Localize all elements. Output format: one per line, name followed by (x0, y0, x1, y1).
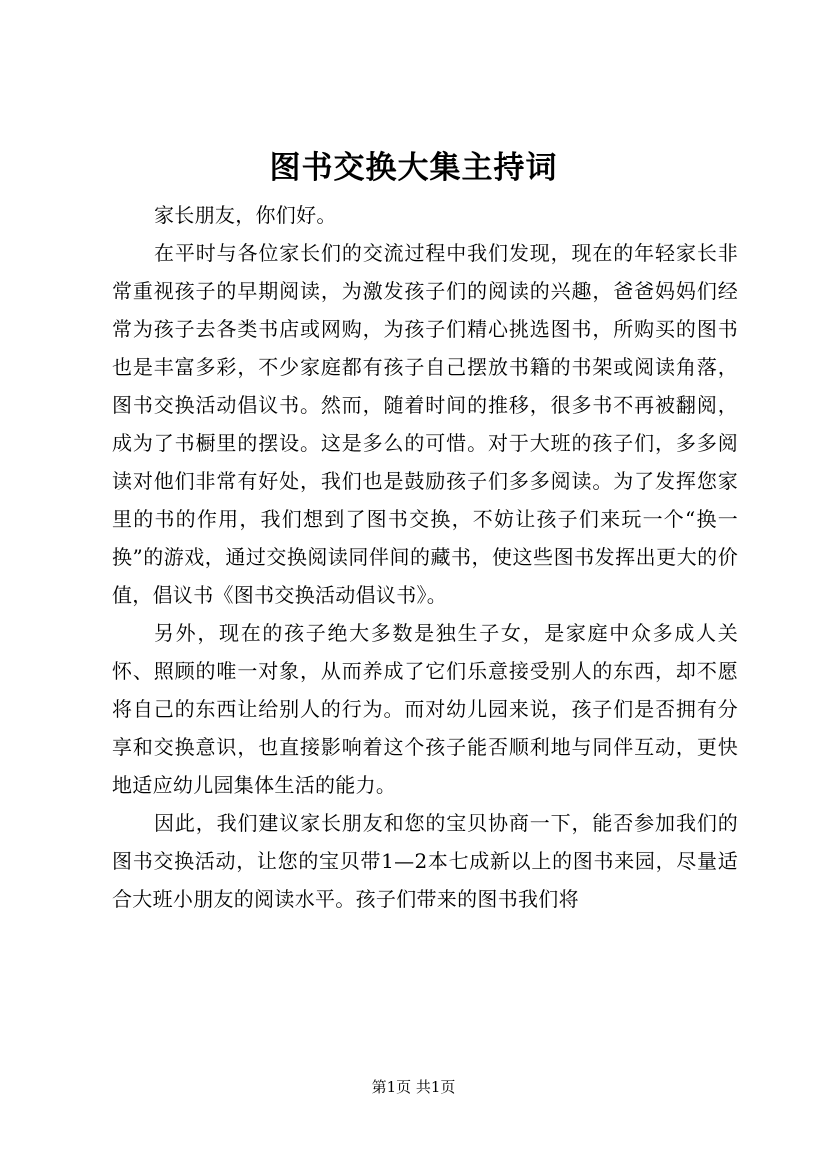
document-body (112, 196, 738, 918)
paragraph-greeting: 家长朋友，你们好。 (154, 203, 337, 227)
paragraph-sharing-awareness: 另外，现在的孩子绝大多数是独生子女，是家庭中众多成人关怀、照顾的唯一对象，从而养成了它们乐意接受别人的东西，却不愿将自己的东西让给别人的行为。而对幼儿园来说，孩子们是否拥有分享和交换意识，也直接影响着这个孩子能否顺利地与同伴互动，更快地适应幼儿园集体生活的能力。 (112, 621, 738, 797)
paragraph-reading-background: 在平时与各位家长们的交流过程中我们发现，现在的年轻家长非常重视孩子的早期阅读，为激发孩子们的阅读的兴趣，爸爸妈妈们经常为孩子去各类书店或网购，为孩子们精心挑选图书，所购买的图书也是丰富多彩，不少家庭都有孩子自己摆放书籍的书架或阅读角落，图书交换活动倡议书。然而，随着时间的推移，很多书不再被翻阅，成为了书橱里的摆设。这是多么的可惜。对于大班的孩子们，多多阅读对他们非常有好处，我们也是鼓励孩子们多多阅读。为了发挥您家里的书的作用，我们想到了图书交换，不妨让孩子们来玩一个“换一换”的游戏，通过交换阅读同伴间的藏书，使这些图书发挥出更大的价值，倡议书《图书交换活动倡议书》。 (112, 241, 738, 607)
page-footer: 第1页 共1页 (371, 1078, 456, 1096)
paragraph-proposal: 因此，我们建议家长朋友和您的宝贝协商一下，能否参加我们的图书交换活动，让您的宝贝带1—2本七成新以上的图书来园，尽量适合大班小朋友的阅读水平。孩子们带来的图书我们将 (112, 811, 738, 911)
document-title: 图书交换大集主持词 (269, 150, 558, 186)
